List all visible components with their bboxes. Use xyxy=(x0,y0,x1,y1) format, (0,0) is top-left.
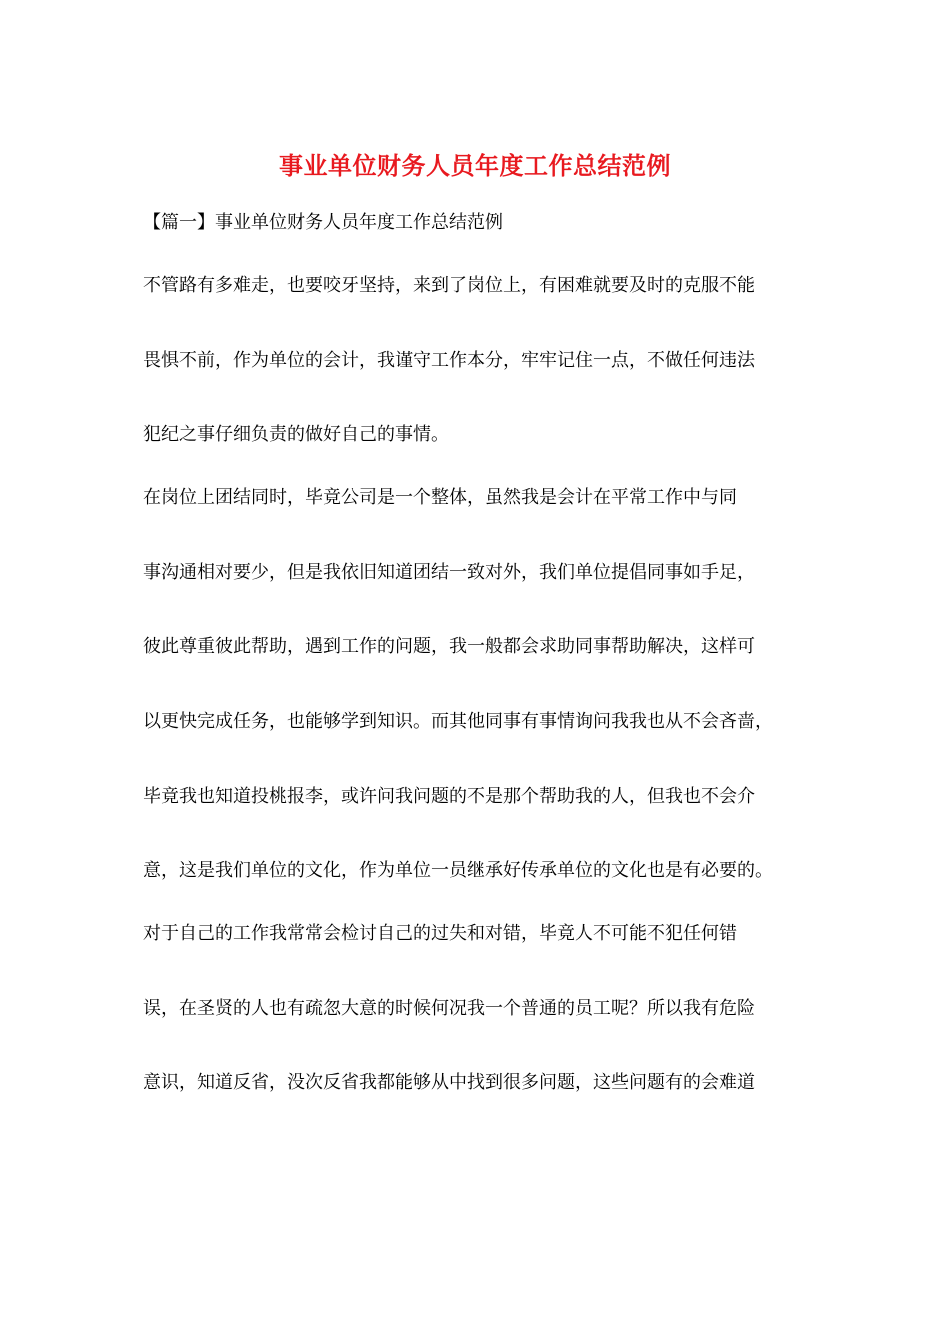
body-line: 意，这是我们单位的文化，作为单位一员继承好传承单位的文化也是有必要的。 xyxy=(143,860,773,881)
body-line: 事沟通相对要少，但是我依旧知道团结一致对外，我们单位提倡同事如手足， xyxy=(143,562,755,583)
body-line: 畏惧不前，作为单位的会计，我谨守工作本分，牢牢记住一点，不做任何违法 xyxy=(143,350,755,371)
document-title: 事业单位财务人员年度工作总结范例 xyxy=(279,151,671,180)
body-line: 彼此尊重彼此帮助，遇到工作的问题，我一般都会求助同事帮助解决，这样可 xyxy=(143,636,755,657)
body-line: 对于自己的工作我常常会检讨自己的过失和对错，毕竟人不可能不犯任何错 xyxy=(143,923,737,944)
section-heading: 【篇一】事业单位财务人员年度工作总结范例 xyxy=(143,212,503,233)
body-line: 犯纪之事仔细负责的做好自己的事情。 xyxy=(143,424,449,445)
body-line: 以更快完成任务，也能够学到知识。而其他同事有事情询问我我也从不会吝啬， xyxy=(143,711,773,732)
body-line: 不管路有多难走，也要咬牙坚持，来到了岗位上，有困难就要及时的克服不能 xyxy=(143,275,755,296)
body-line: 误，在圣贤的人也有疏忽大意的时候何况我一个普通的员工呢？所以我有危险 xyxy=(143,998,755,1019)
body-line: 毕竟我也知道投桃报李，或许问我问题的不是那个帮助我的人，但我也不会介 xyxy=(143,786,755,807)
body-line: 意识，知道反省，没次反省我都能够从中找到很多问题，这些问题有的会难道 xyxy=(143,1072,755,1093)
body-line: 在岗位上团结同时，毕竟公司是一个整体，虽然我是会计在平常工作中与同 xyxy=(143,487,737,508)
